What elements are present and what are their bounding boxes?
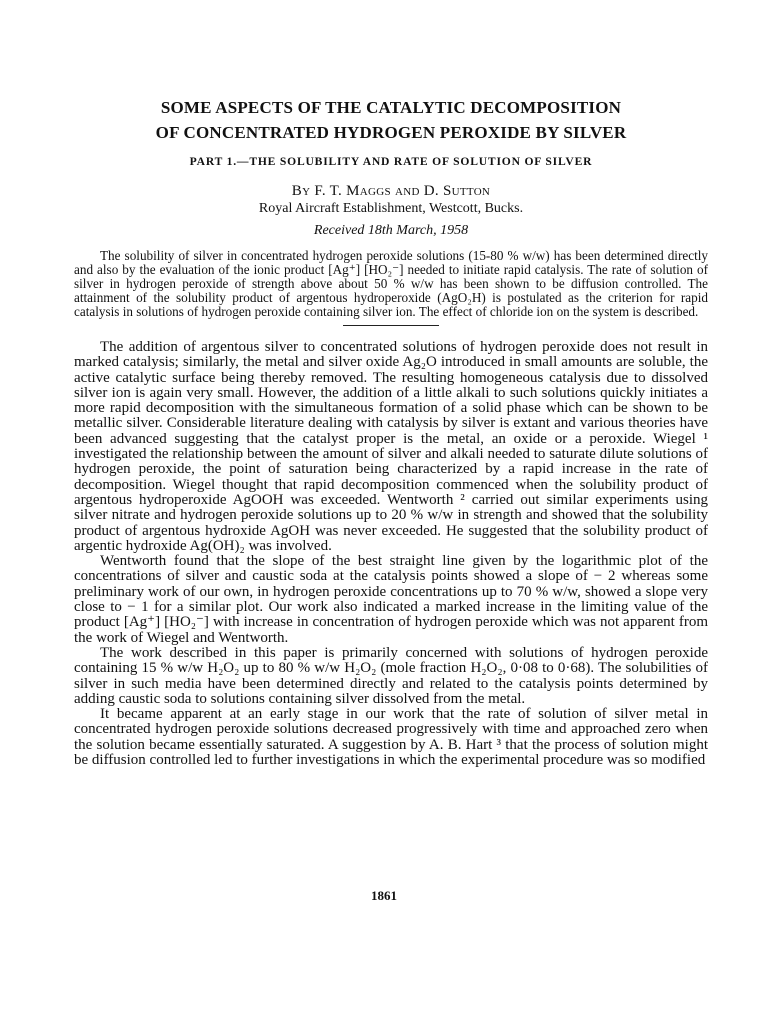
paper-page: [74, 95, 708, 768]
title-line-2: OF CONCENTRATED HYDROGEN PEROXIDE BY SILVER: [155, 123, 627, 142]
body-text: [74, 340, 708, 768]
title-line-1: SOME ASPECTS OF THE CATALYTIC DECOMPOSITION: [160, 98, 622, 117]
body-paragraph-3: The work described in this paper is primarily concerned with solutions of hydrogen peroxide containing 15 % w/w H₂O₂ up to 80 % w/w H₂O₂ (mole fraction H₂O₂, 0·08 to 0·68). The solubilities of silver in such media have been determined directly and related to the catalysis points determined by adding caustic soda to solutions containing silver dissolved from the metal.: [74, 644, 708, 707]
received-text: Received 18th March, 1958: [313, 223, 469, 238]
paper-authors: By F. T. Maggs and D. Sutton: [291, 183, 491, 199]
received-date: [74, 223, 708, 239]
body-paragraph-2: Wentworth found that the slope of the best straight line given by the logarithmic plot of the concentrations of silver and caustic soda at the catalysis points showed a slope of − 2 whereas some preliminary work of our own, in hydrogen peroxide concentrations up to 70 % w/w, showed a slope very close to − 1 for a similar plot. Our work also indicated a marked increase in the limiting value of the product [Ag⁺] [HO₂⁻] with increase in concentration of hydrogen peroxide which was not apparent from the work of Wiegel and Wentworth.: [74, 553, 708, 646]
paper-subtitle: PART 1.—THE SOLUBILITY AND RATE OF SOLUTION OF SILVER: [189, 155, 593, 168]
abstract-text: The solubility of silver in concentrated hydrogen peroxide solutions (15-80 % w/w) has been determined directly and also by the evaluation of the ionic product [Ag⁺] [HO₂⁻] needed to initiate rapid catalysis. The rate of solution of silver in hydrogen peroxide of strength above about 50 % w/w has been shown to be diffusion controlled. The attainment of the solubility product of argentous hydroperoxide (AgO₂H) is postulated as the criterion for rapid catalysis in solutions of hydrogen peroxide containing silver ion. The effect of chloride ion on the system is described.: [74, 248, 708, 319]
abstract: [74, 249, 708, 319]
paper-title: [74, 95, 708, 145]
page-number: 1861: [371, 888, 397, 903]
paper-affiliation: Royal Aircraft Establishment, Westcott, Bucks.: [258, 201, 524, 216]
body-paragraph-4: It became apparent at an early stage in our work that the rate of solution of silver metal in concentrated hydrogen peroxide solutions decreased progressively with time and approached zero when the solution became essentially saturated. A suggestion by A. B. Hart ³ that the process of solution might be diffusion controlled led to further investigations in which the experimental procedure was so modified: [74, 706, 708, 769]
body-paragraph-1: The addition of argentous silver to concentrated solutions of hydrogen peroxide does not result in marked catalysis; similarly, the metal and silver oxide Ag₂O introduced in small amounts are soluble, the active catalytic surface being thereby removed. The resulting homogeneous catalysis due to dissolved silver ion is again very small. However, the addition of a little alkali to such solutions quickly initiates a more rapid decomposition with the simultaneous formation of a solid phase which can be shown to be metallic silver. Considerable literature dealing with catalysis by silver is extant and various theories have been advanced suggesting that the catalyst proper is the metal, an oxide or a peroxide. Wiegel ¹ investigated the relationship between the amount of silver and alkali needed to saturate dilute solutions of hydrogen peroxide, the point of saturation being characterized by a rapid increase in the rate of decomposition. Wiegel thought that rapid decomposition commenced when the solubility product of argentous hydroperoxide AgOOH was exceeded. Wentworth ² carried out similar experiments using silver nitrate and hydrogen peroxide solutions up to 20 % w/w in strength and showed that the solubility product of argentous hydroxide AgOH was never exceeded. He suggested that the solubility product of argentic hydroxide Ag(OH)₂ was involved.: [74, 339, 708, 554]
section-divider: [343, 325, 439, 326]
